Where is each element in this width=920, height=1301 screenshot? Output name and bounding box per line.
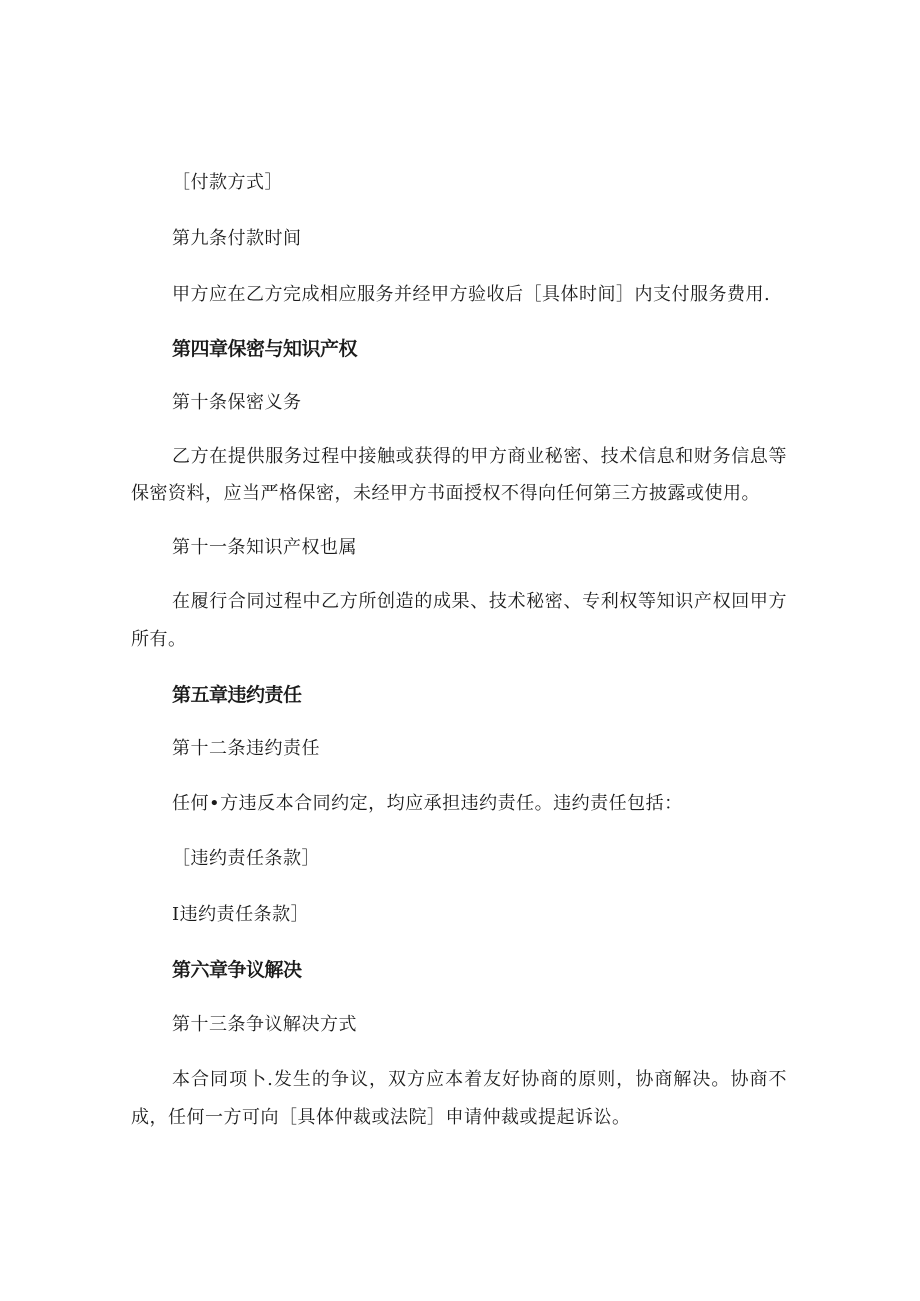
article-13-title: 第十三条争议解决方式 (172, 1014, 357, 1035)
chapter-5-heading: 第五章违约责任 (172, 684, 302, 706)
article-10-body-line-1: 乙方在提供服务过程中接触或获得的甲方商业秘密、技术信息和财务信息等 (172, 446, 787, 467)
article-11-body-line-1: 在履行合同过程中乙方所创造的成果、技术秘密、专利权等知识产权回甲方 (172, 591, 787, 612)
article-13-body-line-2: 成，任何一方可向［具体仲裁或法院］申请仲裁或提起诉讼。 (131, 1107, 631, 1128)
article-10-title: 第十条保密义务 (172, 392, 302, 413)
breach-clause-placeholder-1: ［违约责任条款］ (172, 848, 320, 869)
chapter-4-heading: 第四章保密与知识产权 (172, 338, 358, 360)
chapter-6-heading: 第六章争议解决 (172, 959, 302, 981)
article-12-title: 第十二条违约责任 (172, 738, 320, 759)
article-11-title: 第十一条知识产权也属 (172, 537, 357, 558)
article-11-body-line-2: 所有。 (131, 629, 187, 650)
payment-method-placeholder: ［付款方式］ (172, 172, 283, 193)
article-9-title: 第九条付款时间 (172, 228, 302, 249)
article-13-body-line-1: 本合同项卜.发生的争议，双方应本着友好协商的原则，协商解决。协商不 (172, 1069, 787, 1090)
article-12-body: 任何•方违反本合同约定，均应承担违约责任。违约责任包括： (172, 793, 683, 814)
breach-clause-placeholder-2: I违约责任条款］ (172, 904, 310, 925)
article-9-body: 甲方应在乙方完成相应服务并经甲方验收后［具体时间］内支付服务费用. (172, 284, 771, 305)
article-10-body-line-2: 保密资料，应当严格保密，未经甲方书面授权不得向任何第三方披露或使用。 (131, 483, 760, 504)
